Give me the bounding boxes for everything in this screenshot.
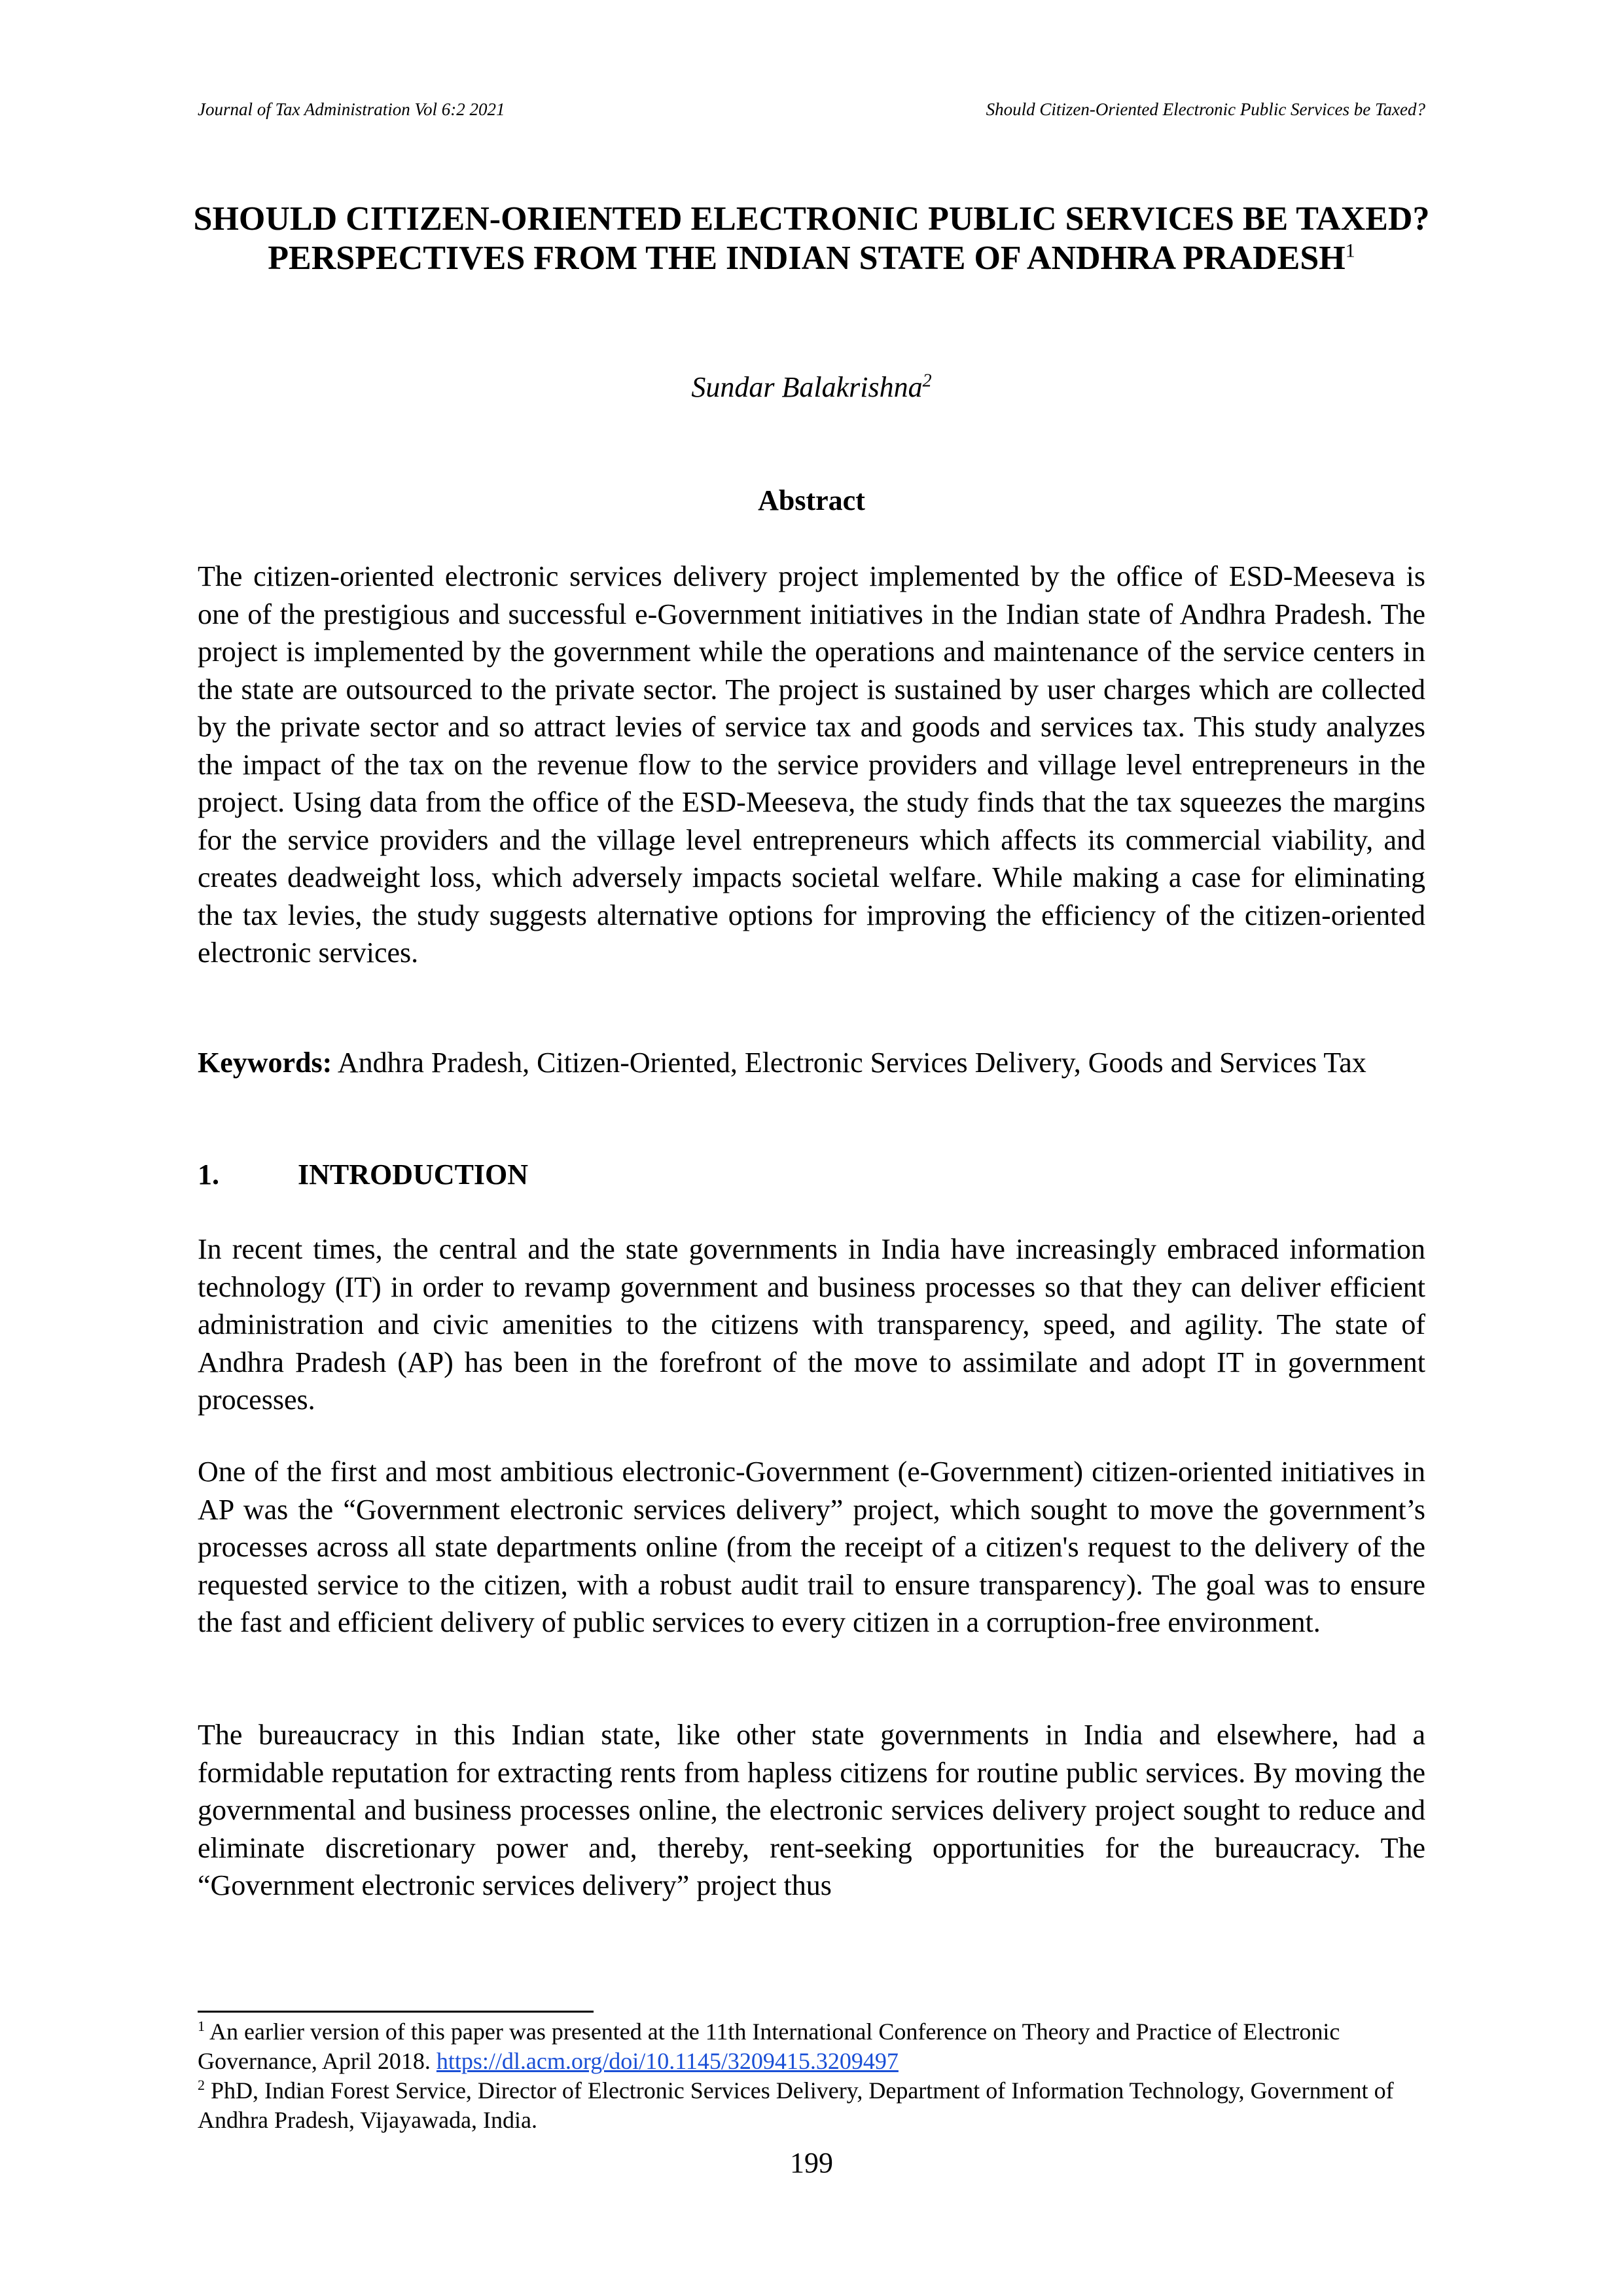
section-title: INTRODUCTION [298, 1158, 529, 1191]
intro-paragraph-2: One of the first and most ambitious electronic-Government (e-Government) citizen-oriented initiatives in AP was the “Government electronic services delivery” project, which sought to move the government’s processes across all state departments online (from the receipt of a citizen's request to the delivery of the requested service to the citizen, with a robust audit trail to ensure transparency). The goal was to ensure the fast and efficient delivery of public services to every citizen in a corruption-free environment. [198, 1456, 1425, 1638]
footnote-1-text: An earlier version of this paper was presented at the 11th International Conference on Theory and Practice of Electronic Governance, April 2018. [198, 2018, 1340, 2074]
keywords-label: Keywords: [198, 1047, 332, 1079]
keywords-text: Andhra Pradesh, Citizen-Oriented, Electronic Services Delivery, Goods and Services Tax [332, 1047, 1366, 1079]
footnotes [198, 2017, 1425, 2135]
footnote-1-mark: 1 [198, 2018, 205, 2034]
paper-title [170, 200, 1453, 278]
paper-title-text: SHOULD CITIZEN-ORIENTED ELECTRONIC PUBLIC SERVICES BE TAXED? PERSPECTIVES FROM THE INDIAN STATE OF ANDHRA PRADESH [193, 200, 1430, 277]
section-number: 1. [198, 1158, 219, 1191]
intro-paragraph-1: In recent times, the central and the state governments in India have increasingly embraced information technology (IT) in order to revamp government and business processes so that they can deliver efficient administration and civic amenities to the citizens with transparency, speed, and agility. The state of Andhra Pradesh (AP) has been in the forefront of the move to assimilate and adopt IT in government processes. [198, 1233, 1425, 1416]
abstract-text: The citizen-oriented electronic services delivery project implemented by the office of ESD-Meeseva is one of the prestigious and successful e-Government initiatives in the Indian state of Andhra Pradesh. The project is implemented by the government while the operations and maintenance of the service centers in the state are outsourced to the private sector. The project is sustained by user charges which are collected by the private sector and so attract levies of service tax and goods and services tax. This study analyzes the impact of the tax on the revenue flow to the service providers and village level entrepreneurs in the project. Using data from the office of the ESD-Meeseva, the study finds that the tax squeezes the margins for the service providers and the village level entrepreneurs which affects its commercial viability, and creates deadweight loss, which adversely impacts societal welfare. While making a case for eliminating the tax levies, the study suggests alternative options for improving the efficiency of the citizen-oriented electronic services. [198, 560, 1425, 969]
keywords [198, 1044, 1425, 1082]
footnote-2-mark: 2 [198, 2077, 205, 2093]
title-footnote-mark[interactable]: 1 [1345, 240, 1355, 262]
intro-paragraph-3: The bureaucracy in this Indian state, like other state governments in India and elsewhere, had a formidable reputation for extracting rents from hapless citizens for routine public services. By moving the governmental and business processes online, the electronic services delivery project sought to reduce and eliminate discretionary power and, thereby, rent-seeking opportunities for the bureaucracy. The “Government electronic services delivery” project thus [198, 1719, 1425, 1901]
page-number: 199 [790, 2147, 833, 2179]
footnote-1-doi-link[interactable]: https://dl.acm.org/doi/10.1145/3209415.3209497 [436, 2048, 899, 2074]
footnote-2-text: PhD, Indian Forest Service, Director of Electronic Services Delivery, Department of Information Technology, Government of Andhra Pradesh, Vijayawada, India. [198, 2077, 1394, 2133]
author-name: Sundar Balakrishna [691, 371, 923, 403]
running-head-journal: Journal of Tax Administration Vol 6:2 2021 [198, 99, 505, 119]
section-heading-introduction [198, 1157, 1425, 1193]
footnote-2 [198, 2076, 1425, 2135]
abstract-heading: Abstract [758, 484, 865, 516]
author-footnote-mark[interactable]: 2 [922, 370, 932, 391]
footnote-1 [198, 2017, 1425, 2076]
running-head-short-title: Should Citizen-Oriented Electronic Public Services be Taxed? [986, 99, 1425, 119]
footnote-divider [198, 2011, 594, 2013]
author-line [198, 370, 1425, 405]
running-head [198, 98, 1425, 120]
